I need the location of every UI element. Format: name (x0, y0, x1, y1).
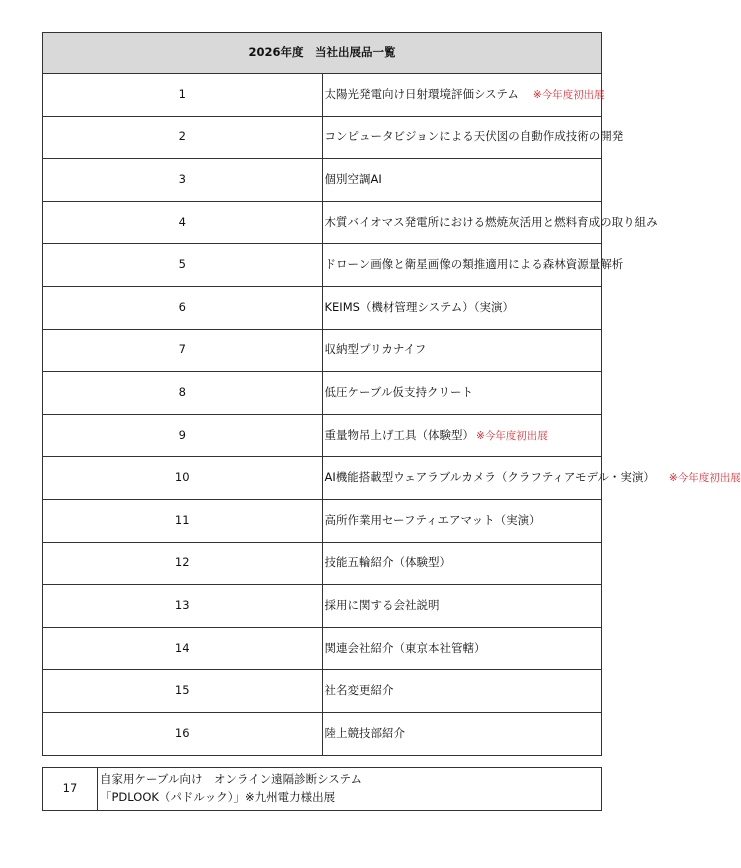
item-name: 重量物吊上げ工具（体験型） (324, 427, 474, 442)
table-row (43, 159, 602, 202)
item-number: 11 (43, 499, 323, 542)
item-cell (322, 329, 602, 372)
item-cell (322, 244, 624, 287)
item-number: 7 (43, 329, 323, 372)
item-name: 採用に関する会社説明 (324, 598, 440, 613)
table-row (43, 542, 602, 585)
item-name: 高所作業用セーフティエアマット（実演） (324, 512, 541, 527)
item-cell (322, 542, 602, 585)
item-number: 6 (43, 286, 323, 329)
item-name-line-2: 「PDLOOK（パドルック）」※九州電力様出展 (100, 790, 336, 804)
new-exhibit-note: ※今年度初出展 (668, 472, 741, 485)
item-cell (322, 499, 602, 542)
item-name-line-1: 自家用ケーブル向け オンライン遠隔診断システム (100, 772, 362, 787)
item-name: 個別空調AI (324, 172, 382, 187)
item-name: 木質バイオマス発電所における燃焼灰活用と燃料育成の取り組み (324, 214, 658, 229)
item-number: 9 (43, 414, 323, 457)
item-name: KEIMS（機材管理システム）（実演） (324, 299, 515, 314)
table-row (43, 585, 602, 628)
item-cell (98, 768, 602, 811)
table-title: 2026年度 当社出展品一覧 (43, 33, 602, 74)
item-cell (322, 414, 602, 457)
item-cell (322, 627, 602, 670)
new-exhibit-note: ※今年度初出展 (476, 429, 548, 442)
table-header-row (43, 33, 602, 74)
item-cell (322, 201, 658, 244)
table-row (43, 670, 602, 713)
item-name: 社名変更紹介 (324, 683, 394, 698)
item-name: 太陽光発電向け日射環境評価システム (324, 86, 519, 101)
table-row (43, 74, 602, 117)
item-name: 陸上競技部紹介 (324, 725, 405, 740)
item-number: 2 (43, 116, 323, 159)
item-number: 17 (43, 768, 98, 811)
item-number: 4 (43, 201, 323, 244)
item-number: 3 (43, 159, 323, 202)
partner-exhibit-table (42, 767, 602, 811)
table-row (43, 201, 602, 244)
table-row (43, 329, 602, 372)
item-cell (322, 585, 602, 628)
item-name: コンピュータビジョンによる天伏図の自動作成技術の開発 (324, 129, 624, 144)
item-cell (322, 712, 602, 755)
item-name: ドローン画像と衛星画像の類推適用による森林資源量解析 (324, 257, 624, 272)
table-row (43, 116, 602, 159)
item-number: 14 (43, 627, 323, 670)
item-number: 12 (43, 542, 323, 585)
table-row (43, 414, 602, 457)
item-cell (322, 116, 624, 159)
table-row (43, 244, 602, 287)
table-row (43, 712, 602, 755)
item-cell (322, 670, 602, 713)
item-cell (322, 372, 602, 415)
item-number: 13 (43, 585, 323, 628)
item-number: 16 (43, 712, 323, 755)
item-cell (322, 286, 602, 329)
table-row (43, 457, 602, 500)
table-row (43, 499, 602, 542)
item-number: 8 (43, 372, 323, 415)
table-row (43, 372, 602, 415)
item-name: 収納型プリカナイフ (324, 342, 427, 357)
item-cell (322, 159, 602, 202)
exhibit-list-table (42, 32, 741, 756)
item-name: AI機能搭載型ウェアラブルカメラ（クラフティアモデル・実演） (324, 470, 655, 485)
new-exhibit-note: ※今年度初出展 (532, 88, 605, 101)
table-row (43, 286, 602, 329)
item-number: 15 (43, 670, 323, 713)
item-cell (322, 457, 741, 500)
item-number: 5 (43, 244, 323, 287)
item-name: 低圧ケーブル仮支持クリート (324, 385, 473, 400)
item-number: 10 (43, 457, 323, 500)
item-name: 関連会社紹介（東京本社管轄） (324, 640, 486, 655)
table-row (43, 768, 602, 811)
item-number: 1 (43, 74, 323, 117)
table-row (43, 627, 602, 670)
item-cell (322, 74, 605, 117)
item-name: 技能五輪紹介（体験型） (324, 555, 451, 570)
